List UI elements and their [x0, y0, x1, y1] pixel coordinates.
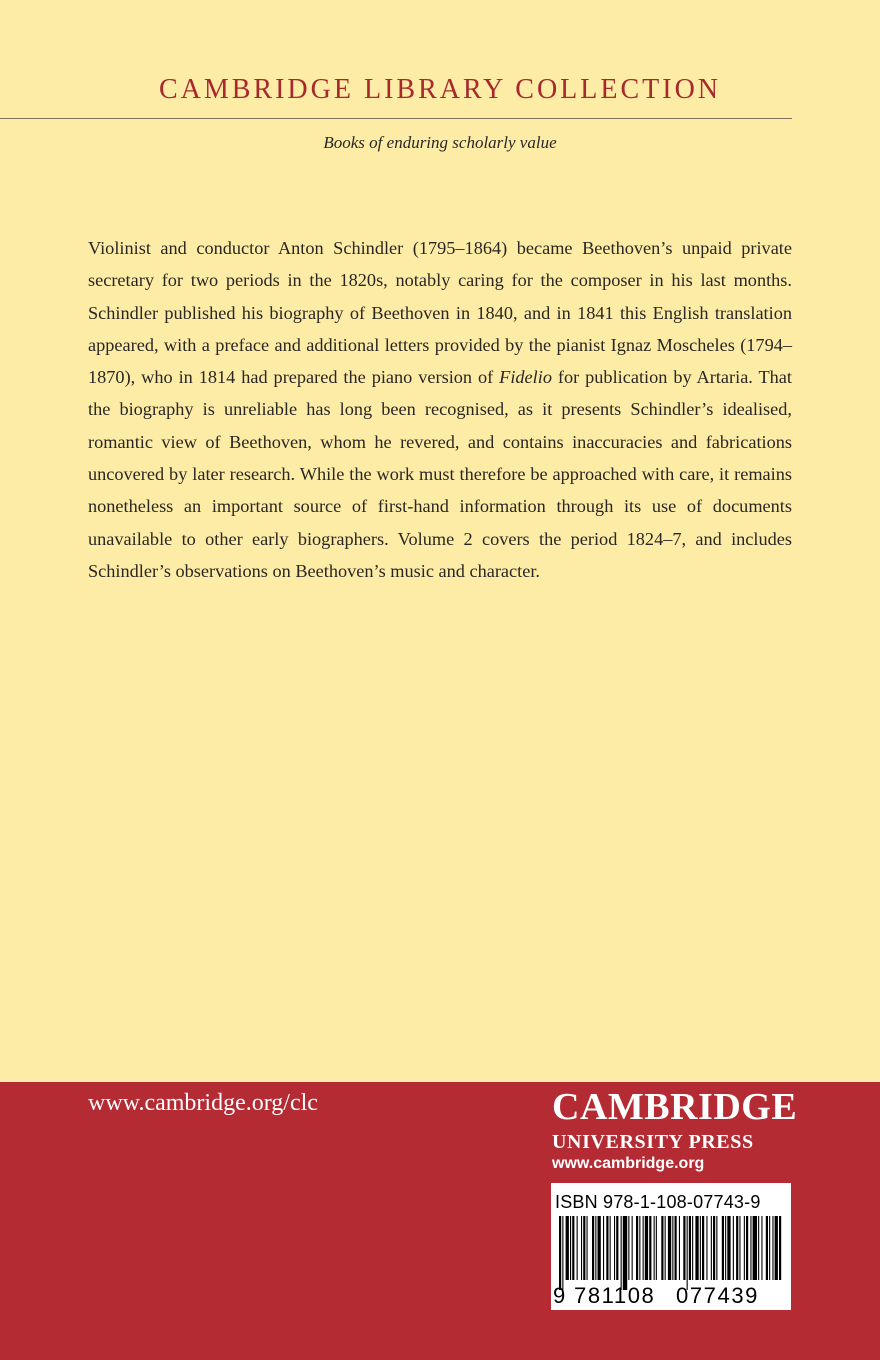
- barcode-bar: [706, 1216, 707, 1280]
- barcode-bar: [598, 1216, 601, 1280]
- barcode-bar: [733, 1216, 734, 1280]
- barcode-bar: [595, 1216, 596, 1280]
- barcode-bar: [656, 1216, 657, 1280]
- series-url[interactable]: www.cambridge.org/clc: [88, 1090, 318, 1116]
- description-italic-title: Fidelio: [499, 367, 552, 388]
- barcode-bar: [711, 1216, 712, 1280]
- barcode-bar: [725, 1216, 726, 1280]
- barcode-bar: [702, 1216, 704, 1280]
- barcode-bar: [616, 1216, 618, 1280]
- description-part-1: Violinist and conductor Anton Schindler (1795–1864) became Beethoven’s unpaid private secretary for two periods in the 1820s, notably caring for the composer in his last months. Schindler published his biography of Beethoven in 1840, and in 1841 this English translation appeared, with a preface and additional letters provided by the pianist Ignaz Moscheles (1794–1870), who in 1814 had prepared the piano version of: [88, 238, 792, 388]
- barcode-bar: [683, 1216, 685, 1280]
- barcode-bar: [614, 1216, 615, 1280]
- barcode-bar: [761, 1216, 762, 1280]
- barcode-bar: [559, 1216, 561, 1290]
- barcode-bar: [639, 1216, 640, 1280]
- publisher-url[interactable]: www.cambridge.org: [552, 1155, 705, 1172]
- barcode-bar: [623, 1216, 627, 1290]
- ean-first-digit: 9: [553, 1283, 566, 1308]
- barcode-bar: [700, 1216, 701, 1280]
- barcode-bar: [716, 1216, 717, 1280]
- barcode-bar: [775, 1216, 778, 1280]
- isbn-label: ISBN 978-1-108-07743-9: [555, 1192, 761, 1212]
- barcode-bar: [636, 1216, 638, 1280]
- barcode-bar: [689, 1216, 691, 1280]
- barcode-bar: [695, 1216, 698, 1280]
- barcode-bar: [562, 1216, 563, 1290]
- barcode-bar: [572, 1216, 574, 1280]
- barcode-bar: [744, 1216, 745, 1280]
- barcode-bar: [769, 1216, 770, 1280]
- barcode-bar: [672, 1216, 673, 1280]
- barcode-bar: [566, 1216, 569, 1280]
- barcode-bar: [643, 1216, 644, 1280]
- barcode-bar: [675, 1216, 677, 1280]
- barcode-bar: [766, 1216, 768, 1280]
- barcode-bar: [713, 1216, 715, 1280]
- barcode-bar: [583, 1216, 585, 1280]
- barcode-bar: [772, 1216, 773, 1280]
- series-title: CAMBRIDGE LIBRARY COLLECTION: [158, 74, 722, 105]
- ean-right-group: 077439: [676, 1283, 760, 1308]
- barcode-bar: [665, 1216, 666, 1280]
- barcode-bar: [603, 1216, 604, 1280]
- barcode-bar: [753, 1216, 757, 1280]
- barcode-bar: [758, 1216, 759, 1280]
- barcode-bar: [722, 1216, 724, 1280]
- barcode-bar: [621, 1216, 622, 1290]
- barcode-bar: [661, 1216, 663, 1280]
- barcode-bar: [779, 1216, 781, 1280]
- publisher-logo-subtitle: UNIVERSITY PRESS: [552, 1131, 754, 1153]
- header-rule: [0, 118, 792, 119]
- barcode-bar: [592, 1216, 594, 1280]
- barcode-bar: [632, 1216, 633, 1280]
- barcode-bar: [668, 1216, 671, 1280]
- book-description: [88, 232, 792, 587]
- barcode-bar: [727, 1216, 730, 1280]
- barcode-bar: [649, 1216, 651, 1280]
- barcode-icon: [557, 1216, 785, 1292]
- barcode-bar: [750, 1216, 751, 1280]
- barcode-bar: [577, 1216, 578, 1280]
- barcode-bar: [610, 1216, 611, 1280]
- barcode-bar: [606, 1216, 608, 1280]
- barcode-bar: [628, 1216, 629, 1280]
- barcode-bar: [692, 1216, 693, 1280]
- publisher-logo-name: CAMBRIDGE: [552, 1086, 798, 1128]
- barcode-bar: [587, 1216, 588, 1280]
- barcode-bar: [739, 1216, 740, 1280]
- series-tagline: Books of enduring scholarly value: [323, 133, 557, 152]
- ean-left-group: 781108: [574, 1283, 656, 1308]
- barcode-bar: [581, 1216, 582, 1280]
- barcode-bar: [687, 1216, 688, 1290]
- barcode-bar: [736, 1216, 738, 1280]
- barcode-bar: [570, 1216, 571, 1280]
- barcode-bar: [645, 1216, 648, 1280]
- barcode-bar: [679, 1216, 680, 1280]
- description-part-2: for publication by Artaria. That the biography is unreliable has long been recognised, as it presents Schindler’s idealised, romantic view of Beethoven, whom he revered, and contains inaccuracies and fabrications uncovered by later research. While the work must therefore be approached with care, it remains nonetheless an important source of first-hand information through its use of documents unavailable to other early biographers. Volume 2 covers the period 1824–7, and includes Schindler’s observations on Beethoven’s music and character.: [88, 367, 792, 581]
- barcode-bar: [746, 1216, 748, 1280]
- barcode-bar: [654, 1216, 655, 1280]
